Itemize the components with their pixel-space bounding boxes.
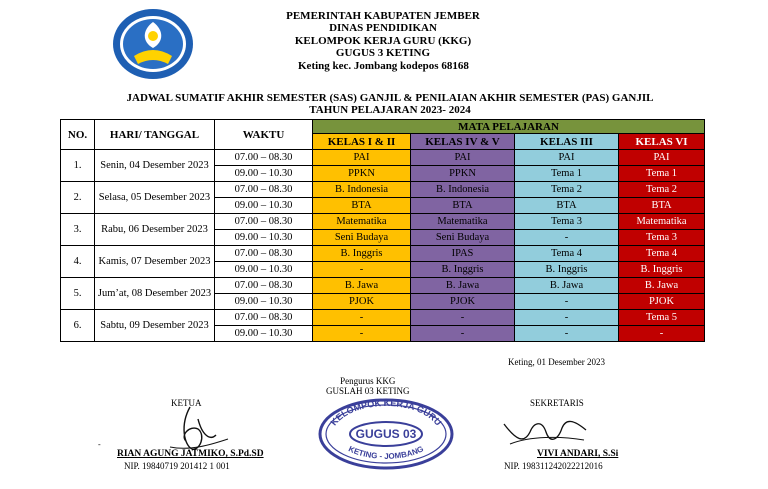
subject-kelas-6: Tema 2 (619, 182, 705, 198)
subject-kelas-6: PAI (619, 150, 705, 166)
header-mata-pelajaran: MATA PELAJARAN (313, 120, 705, 134)
subject-kelas-3: Tema 2 (515, 182, 619, 198)
subject-kelas-1-2: B. Inggris (313, 246, 411, 262)
subject-kelas-4-5: PJOK (411, 294, 515, 310)
stamp-center-text: GUGUS 03 (355, 427, 417, 441)
sekretaris-name: VIVI ANDARI, S.Si (537, 449, 619, 459)
subject-kelas-3: Tema 4 (515, 246, 619, 262)
time-slot: 07.00 – 08.30 (215, 150, 313, 166)
day-number: 6. (61, 310, 95, 342)
subject-kelas-6: B. Inggris (619, 262, 705, 278)
table-row (61, 150, 705, 166)
table-row (61, 214, 705, 230)
signing-date: Keting, 01 Desember 2023 (508, 357, 605, 367)
pengurus-label (326, 376, 410, 396)
subject-kelas-1-2: BTA (313, 198, 411, 214)
day-number: 3. (61, 214, 95, 246)
subject-kelas-6: - (619, 326, 705, 342)
subject-kelas-6: Matematika (619, 214, 705, 230)
time-slot: 09.00 – 10.30 (215, 294, 313, 310)
letterhead (268, 10, 498, 72)
stamp-bottom-text: KETING - JOMBANG (347, 444, 425, 461)
subject-kelas-1-2: - (313, 310, 411, 326)
time-slot: 07.00 – 08.30 (215, 246, 313, 262)
day-date: Sabtu, 09 Desember 2023 (95, 310, 215, 342)
pengurus-line-2: GUSLAH 03 KETING (326, 386, 410, 396)
subject-kelas-1-2: - (313, 326, 411, 342)
subject-kelas-1-2: Matematika (313, 214, 411, 230)
subject-kelas-3: - (515, 294, 619, 310)
subject-kelas-6: PJOK (619, 294, 705, 310)
subject-kelas-3: - (515, 230, 619, 246)
subject-kelas-4-5: - (411, 326, 515, 342)
subject-kelas-4-5: BTA (411, 198, 515, 214)
subject-kelas-6: Tema 1 (619, 166, 705, 182)
subject-kelas-1-2: Seni Budaya (313, 230, 411, 246)
header-line-3: KELOMPOK KERJA GURU (KKG) (294, 34, 472, 47)
subject-kelas-1-2: B. Indonesia (313, 182, 411, 198)
subject-kelas-6: B. Jawa (619, 278, 705, 294)
header-waktu: WAKTU (215, 120, 313, 150)
stray-mark: - (98, 440, 101, 449)
table-row (61, 278, 705, 294)
svg-text:KELOMPOK KERJA GURU (329, 398, 444, 427)
time-slot: 09.00 – 10.30 (215, 326, 313, 342)
sekretaris-nip: NIP. 198311242022212016 (504, 461, 603, 471)
day-number: 5. (61, 278, 95, 310)
title-line-2: TAHUN PELAJARAN 2023- 2024 (309, 104, 471, 116)
subject-kelas-4-5: B. Jawa (411, 278, 515, 294)
day-number: 4. (61, 246, 95, 278)
header-line-2: DINAS PENDIDIKAN (329, 22, 437, 35)
subject-kelas-6: Tema 5 (619, 310, 705, 326)
subject-kelas-4-5: Matematika (411, 214, 515, 230)
header-address: Keting kec. Jombang kodepos 68168 (298, 59, 469, 72)
day-date: Senin, 04 Desember 2023 (95, 150, 215, 182)
subject-kelas-4-5: PPKN (411, 166, 515, 182)
subject-kelas-3: Tema 3 (515, 214, 619, 230)
time-slot: 07.00 – 08.30 (215, 214, 313, 230)
time-slot: 07.00 – 08.30 (215, 182, 313, 198)
subject-kelas-1-2: - (313, 262, 411, 278)
subject-kelas-6: Tema 3 (619, 230, 705, 246)
time-slot: 09.00 – 10.30 (215, 262, 313, 278)
ketua-name: RIAN AGUNG JATMIKO, S.Pd.SD (117, 449, 264, 459)
ketua-signature (150, 405, 230, 455)
exam-schedule-table (60, 119, 705, 342)
table-row (61, 246, 705, 262)
subject-kelas-4-5: B. Inggris (411, 262, 515, 278)
subject-kelas-6: BTA (619, 198, 705, 214)
day-date: Jum’at, 08 Desember 2023 (95, 278, 215, 310)
header-hari: HARI/ TANGGAL (95, 120, 215, 150)
header-line-1: PEMERINTAH KABUPATEN JEMBER (286, 10, 480, 22)
schedule-title (60, 92, 720, 116)
subject-kelas-3: PAI (515, 150, 619, 166)
header-no: NO. (61, 120, 95, 150)
subject-kelas-3: - (515, 326, 619, 342)
table-row (61, 182, 705, 198)
subject-kelas-4-5: B. Indonesia (411, 182, 515, 198)
subject-kelas-4-5: - (411, 310, 515, 326)
tut-wuri-handayani-logo (112, 8, 194, 80)
day-date: Selasa, 05 Desember 2023 (95, 182, 215, 214)
sekretaris-label: SEKRETARIS (530, 398, 584, 408)
kkg-stamp (316, 396, 456, 470)
subject-kelas-1-2: PPKN (313, 166, 411, 182)
time-slot: 07.00 – 08.30 (215, 310, 313, 326)
subject-kelas-4-5: Seni Budaya (411, 230, 515, 246)
time-slot: 07.00 – 08.30 (215, 278, 313, 294)
header-kelas-4-5: KELAS IV & V (411, 134, 515, 150)
subject-kelas-3: - (515, 310, 619, 326)
subject-kelas-4-5: IPAS (411, 246, 515, 262)
subject-kelas-1-2: PAI (313, 150, 411, 166)
sekretaris-signature (500, 410, 590, 450)
ketua-nip: NIP. 19840719 201412 1 001 (124, 461, 230, 471)
time-slot: 09.00 – 10.30 (215, 166, 313, 182)
pengurus-line-1: Pengurus KKG (340, 376, 396, 386)
subject-kelas-3: Tema 1 (515, 166, 619, 182)
day-date: Kamis, 07 Desember 2023 (95, 246, 215, 278)
subject-kelas-3: B. Inggris (515, 262, 619, 278)
subject-kelas-1-2: PJOK (313, 294, 411, 310)
subject-kelas-3: BTA (515, 198, 619, 214)
time-slot: 09.00 – 10.30 (215, 230, 313, 246)
header-kelas-6: KELAS VI (619, 134, 705, 150)
title-line-1: JADWAL SUMATIF AKHIR SEMESTER (SAS) GANJIL & PENILAIAN AKHIR SEMESTER (PAS) GANJIL (126, 92, 654, 104)
subject-kelas-4-5: PAI (411, 150, 515, 166)
time-slot: 09.00 – 10.30 (215, 198, 313, 214)
subject-kelas-6: Tema 4 (619, 246, 705, 262)
header-kelas-3: KELAS III (515, 134, 619, 150)
header-line-4: GUGUS 3 KETING (335, 47, 431, 60)
day-number: 2. (61, 182, 95, 214)
stamp-top-text: KELOMPOK KERJA GURU (328, 397, 444, 428)
subject-kelas-1-2: B. Jawa (313, 278, 411, 294)
table-row (61, 310, 705, 326)
ketua-label: KETUA (171, 398, 202, 408)
day-number: 1. (61, 150, 95, 182)
header-kelas-1-2: KELAS I & II (313, 134, 411, 150)
subject-kelas-3: B. Jawa (515, 278, 619, 294)
day-date: Rabu, 06 Desember 2023 (95, 214, 215, 246)
